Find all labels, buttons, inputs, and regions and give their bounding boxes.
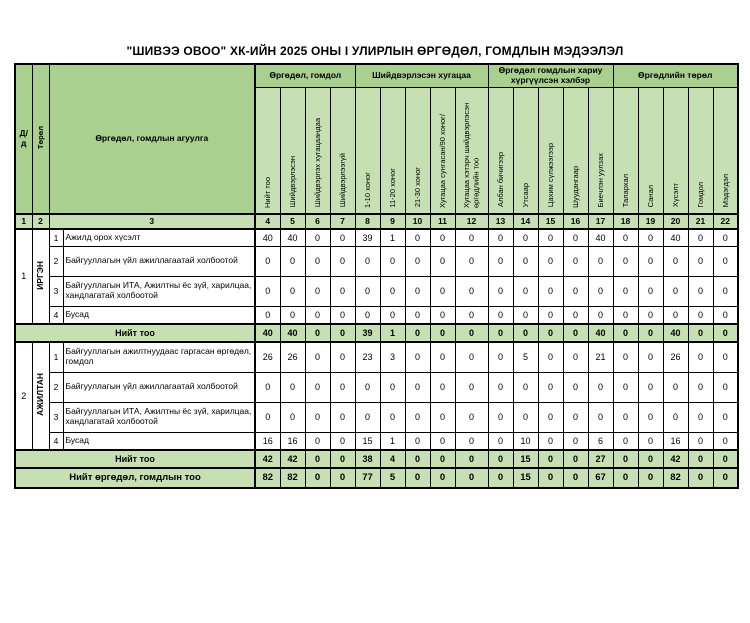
row-label: Байгууллагын үйл ажиллагаатай холбоотой — [63, 246, 255, 276]
value-cell: 0 — [563, 246, 588, 276]
value-cell: 0 — [588, 276, 613, 306]
col-header-medegdel: Мэдэгдэл — [713, 87, 738, 214]
total-cell: 42 — [280, 450, 305, 468]
group-header-orgodliin-torol: Өргөдлийн төрөл — [613, 64, 738, 87]
col-number: 20 — [663, 214, 688, 229]
total-cell: 0 — [713, 450, 738, 468]
value-cell: 0 — [563, 342, 588, 373]
col-header-1-10-honog: 1-10 хоног — [355, 87, 380, 214]
value-cell: 0 — [713, 372, 738, 402]
section-type: ИРГЭН — [32, 229, 49, 324]
value-cell: 0 — [330, 276, 355, 306]
col-number: 22 — [713, 214, 738, 229]
total-cell: 27 — [588, 450, 613, 468]
total-cell: 40 — [255, 324, 280, 342]
value-cell: 0 — [488, 276, 513, 306]
grand-total-cell: 82 — [255, 468, 280, 488]
column-number-row — [15, 214, 738, 229]
col-header-content: Өргөдөл, гомдлын агуулга — [49, 64, 255, 214]
value-cell: 0 — [280, 276, 305, 306]
col-number: 1 — [15, 214, 32, 229]
section-total-label: Нийт тоо — [15, 324, 255, 342]
value-cell: 0 — [688, 432, 713, 450]
grand-total-cell: 0 — [713, 468, 738, 488]
value-cell: 0 — [513, 372, 538, 402]
col-number: 10 — [405, 214, 430, 229]
col-number: 9 — [380, 214, 405, 229]
value-cell: 0 — [538, 372, 563, 402]
value-cell: 0 — [255, 372, 280, 402]
total-cell: 0 — [688, 450, 713, 468]
col-header-huselt: Хүсэлт — [663, 87, 688, 214]
value-cell: 0 — [663, 306, 688, 324]
value-cell: 0 — [713, 402, 738, 432]
value-cell: 0 — [613, 372, 638, 402]
value-cell: 0 — [638, 432, 663, 450]
value-cell: 10 — [513, 432, 538, 450]
col-header-gomdol: Гомдол — [688, 87, 713, 214]
value-cell: 0 — [455, 402, 488, 432]
report-title: "ШИВЭЭ ОВОО" ХК-ИЙН 2025 ОНЫ I УЛИРЛЫН ӨРГӨДӨЛ, ГОМДЛЫН МЭДЭЭЛЭЛ — [126, 44, 624, 58]
total-cell: 0 — [430, 324, 455, 342]
value-cell: 0 — [280, 402, 305, 432]
value-cell: 0 — [305, 432, 330, 450]
value-cell: 0 — [638, 276, 663, 306]
value-cell: 5 — [513, 342, 538, 373]
value-cell: 0 — [538, 402, 563, 432]
col-header-torol — [32, 64, 49, 214]
value-cell: 0 — [380, 372, 405, 402]
table-row — [15, 276, 738, 306]
value-cell: 0 — [613, 229, 638, 247]
value-cell: 0 — [405, 229, 430, 247]
section-total-row — [15, 450, 738, 468]
value-cell: 26 — [255, 342, 280, 373]
section-total-row — [15, 324, 738, 342]
value-cell: 0 — [380, 306, 405, 324]
total-cell: 0 — [305, 450, 330, 468]
value-cell: 0 — [688, 246, 713, 276]
row-number: 2 — [49, 246, 63, 276]
total-cell: 38 — [355, 450, 380, 468]
total-cell: 40 — [280, 324, 305, 342]
value-cell: 0 — [405, 246, 430, 276]
value-cell: 0 — [355, 402, 380, 432]
value-cell: 0 — [455, 342, 488, 373]
group-header-hariu-helber: Өргөдөл гомдлын хариу хүргүүлсэн хэлбэр — [488, 64, 613, 87]
value-cell: 0 — [638, 372, 663, 402]
value-cell: 0 — [430, 306, 455, 324]
col-number: 13 — [488, 214, 513, 229]
total-cell: 0 — [538, 450, 563, 468]
value-cell: 21 — [588, 342, 613, 373]
value-cell: 0 — [405, 402, 430, 432]
value-cell: 0 — [538, 342, 563, 373]
total-cell: 0 — [638, 324, 663, 342]
value-cell: 0 — [638, 342, 663, 373]
value-cell: 0 — [613, 306, 638, 324]
col-header-hugatsaa-heterch: Хугацаа хэтэрч шийдвэрлэсэн өргөдлийн тоо — [455, 87, 488, 214]
value-cell: 0 — [405, 306, 430, 324]
grand-total-cell: 77 — [355, 468, 380, 488]
value-cell: 0 — [430, 432, 455, 450]
value-cell: 0 — [455, 306, 488, 324]
value-cell: 40 — [280, 229, 305, 247]
table-row — [15, 306, 738, 324]
total-cell: 0 — [455, 324, 488, 342]
section-type: АЖИЛТАН — [32, 342, 49, 450]
total-cell: 0 — [563, 450, 588, 468]
value-cell: 0 — [663, 276, 688, 306]
value-cell: 0 — [688, 402, 713, 432]
value-cell: 0 — [405, 432, 430, 450]
value-cell: 0 — [513, 402, 538, 432]
value-cell: 1 — [380, 229, 405, 247]
col-header-shiidverleh-hugatsaandaa: Шийдвэрлэх хугацаандаа — [305, 87, 330, 214]
row-number: 3 — [49, 402, 63, 432]
value-cell: 0 — [563, 372, 588, 402]
table-row — [15, 229, 738, 247]
value-cell: 0 — [638, 402, 663, 432]
grand-total-cell: 0 — [638, 468, 663, 488]
value-cell: 0 — [488, 246, 513, 276]
total-cell: 0 — [405, 324, 430, 342]
total-cell: 0 — [488, 450, 513, 468]
col-header-alban-bichgeer: Албан бичигээр — [488, 87, 513, 214]
total-cell: 40 — [663, 324, 688, 342]
grand-total-cell: 82 — [663, 468, 688, 488]
value-cell: 0 — [305, 229, 330, 247]
table-row — [15, 402, 738, 432]
total-cell: 0 — [513, 324, 538, 342]
row-number: 4 — [49, 306, 63, 324]
group-header-orgodol-gomdol: Өргөдөл, гомдол — [255, 64, 355, 87]
report-table — [14, 63, 739, 489]
value-cell: 40 — [663, 229, 688, 247]
grand-total-cell: 0 — [563, 468, 588, 488]
col-number: 21 — [688, 214, 713, 229]
value-cell: 0 — [280, 306, 305, 324]
value-cell: 16 — [255, 432, 280, 450]
total-cell: 0 — [488, 324, 513, 342]
group-header-shiidverlesen-hugatsaa: Шийдвэрлэсэн хугацаа — [355, 64, 488, 87]
col-number: 4 — [255, 214, 280, 229]
value-cell: 0 — [663, 402, 688, 432]
value-cell: 26 — [663, 342, 688, 373]
value-cell: 0 — [713, 432, 738, 450]
col-header-shiidverlesen: Шийдвэрлэсэн — [280, 87, 305, 214]
col-header-dd: Д/д — [15, 64, 32, 214]
value-cell: 0 — [255, 276, 280, 306]
value-cell: 0 — [663, 372, 688, 402]
value-cell: 0 — [713, 229, 738, 247]
col-number: 19 — [638, 214, 663, 229]
col-number: 5 — [280, 214, 305, 229]
col-header-biechlen-uulzah: Биечлэн уулзах — [588, 87, 613, 214]
grand-total-cell: 0 — [430, 468, 455, 488]
grand-total-label: Нийт өргөдөл, гомдлын тоо — [15, 468, 255, 488]
total-cell: 0 — [405, 450, 430, 468]
total-cell: 0 — [613, 450, 638, 468]
section-number: 1 — [15, 229, 32, 324]
value-cell: 3 — [380, 342, 405, 373]
value-cell: 0 — [430, 342, 455, 373]
col-number: 6 — [305, 214, 330, 229]
value-cell: 0 — [305, 306, 330, 324]
value-cell: 0 — [280, 372, 305, 402]
value-cell: 0 — [613, 246, 638, 276]
value-cell: 0 — [330, 229, 355, 247]
value-cell: 0 — [613, 276, 638, 306]
report-page — [0, 44, 750, 623]
value-cell: 0 — [613, 342, 638, 373]
value-cell: 0 — [688, 229, 713, 247]
row-label: Байгууллагын үйл ажиллагаатай холбоотой — [63, 372, 255, 402]
total-cell: 39 — [355, 324, 380, 342]
value-cell: 0 — [430, 276, 455, 306]
value-cell: 0 — [455, 432, 488, 450]
value-cell: 0 — [538, 306, 563, 324]
total-cell: 42 — [663, 450, 688, 468]
grand-total-cell: 82 — [280, 468, 305, 488]
value-cell: 0 — [255, 306, 280, 324]
table-row — [15, 342, 738, 373]
value-cell: 0 — [330, 402, 355, 432]
value-cell: 0 — [380, 246, 405, 276]
row-number: 3 — [49, 276, 63, 306]
row-label: Байгууллагын ИТА, Ажилтны ёс зүй, харилцаа, хандлагатай холбоотой — [63, 402, 255, 432]
value-cell: 0 — [688, 276, 713, 306]
grand-total-cell: 0 — [455, 468, 488, 488]
grand-total-cell: 0 — [305, 468, 330, 488]
col-number: 16 — [563, 214, 588, 229]
value-cell: 23 — [355, 342, 380, 373]
col-header-sanal: Санал — [638, 87, 663, 214]
col-number: 12 — [455, 214, 488, 229]
value-cell: 0 — [613, 432, 638, 450]
col-header-tsahim-suljeegeer: Цахим сүлжээгээр — [538, 87, 563, 214]
col-number: 18 — [613, 214, 638, 229]
value-cell: 0 — [538, 246, 563, 276]
value-cell: 0 — [488, 402, 513, 432]
row-number: 4 — [49, 432, 63, 450]
col-number: 7 — [330, 214, 355, 229]
row-label: Байгууллагын ИТА, Ажилтны ёс зүй, харилцаа, хандлагатай холбоотой — [63, 276, 255, 306]
row-label: Бусад — [63, 432, 255, 450]
value-cell: 0 — [488, 306, 513, 324]
value-cell: 0 — [330, 246, 355, 276]
value-cell: 0 — [455, 276, 488, 306]
col-header-torol-text: Төрөл — [35, 125, 45, 149]
section-number: 2 — [15, 342, 32, 450]
value-cell: 15 — [355, 432, 380, 450]
value-cell: 0 — [563, 229, 588, 247]
value-cell: 0 — [330, 372, 355, 402]
value-cell: 0 — [663, 246, 688, 276]
col-number: 11 — [430, 214, 455, 229]
grand-total-cell: 5 — [380, 468, 405, 488]
value-cell: 0 — [305, 276, 330, 306]
value-cell: 0 — [305, 372, 330, 402]
total-cell: 42 — [255, 450, 280, 468]
grand-total-cell: 15 — [513, 468, 538, 488]
value-cell: 0 — [455, 246, 488, 276]
value-cell: 0 — [305, 246, 330, 276]
value-cell: 0 — [513, 246, 538, 276]
col-number: 8 — [355, 214, 380, 229]
value-cell: 0 — [638, 229, 663, 247]
total-cell: 15 — [513, 450, 538, 468]
value-cell: 0 — [563, 402, 588, 432]
value-cell: 0 — [688, 342, 713, 373]
row-number: 1 — [49, 342, 63, 373]
value-cell: 0 — [688, 306, 713, 324]
grand-total-cell: 0 — [538, 468, 563, 488]
col-number: 15 — [538, 214, 563, 229]
table-row — [15, 432, 738, 450]
total-cell: 4 — [380, 450, 405, 468]
total-cell: 0 — [563, 324, 588, 342]
value-cell: 0 — [255, 246, 280, 276]
value-cell: 0 — [488, 229, 513, 247]
value-cell: 0 — [305, 402, 330, 432]
table-row — [15, 372, 738, 402]
value-cell: 0 — [688, 372, 713, 402]
row-number: 1 — [49, 229, 63, 247]
row-label: Байгууллагын ажилтнуудаас гаргасан өргөдөл, гомдол — [63, 342, 255, 373]
value-cell: 0 — [513, 276, 538, 306]
col-header-utsaar: Утсаар — [513, 87, 538, 214]
value-cell: 0 — [588, 402, 613, 432]
value-cell: 0 — [713, 306, 738, 324]
col-header-shuudangaar: Шуудангаар — [563, 87, 588, 214]
value-cell: 0 — [430, 372, 455, 402]
total-cell: 1 — [380, 324, 405, 342]
total-cell: 0 — [538, 324, 563, 342]
value-cell: 0 — [638, 306, 663, 324]
total-cell: 0 — [713, 324, 738, 342]
grand-total-cell: 0 — [488, 468, 513, 488]
value-cell: 0 — [488, 372, 513, 402]
value-cell: 0 — [488, 432, 513, 450]
value-cell: 0 — [488, 342, 513, 373]
value-cell: 0 — [588, 246, 613, 276]
col-number: 2 — [32, 214, 49, 229]
total-cell: 0 — [613, 324, 638, 342]
value-cell: 0 — [538, 276, 563, 306]
col-number: 14 — [513, 214, 538, 229]
value-cell: 0 — [513, 306, 538, 324]
value-cell: 0 — [538, 432, 563, 450]
value-cell: 0 — [713, 342, 738, 373]
grand-total-row — [15, 468, 738, 488]
value-cell: 0 — [563, 432, 588, 450]
total-cell: 0 — [305, 324, 330, 342]
value-cell: 26 — [280, 342, 305, 373]
total-cell: 0 — [430, 450, 455, 468]
value-cell: 1 — [380, 432, 405, 450]
total-cell: 0 — [330, 324, 355, 342]
total-cell: 40 — [588, 324, 613, 342]
value-cell: 0 — [255, 402, 280, 432]
value-cell: 0 — [455, 372, 488, 402]
value-cell: 0 — [713, 276, 738, 306]
row-number: 2 — [49, 372, 63, 402]
value-cell: 39 — [355, 229, 380, 247]
col-number: 17 — [588, 214, 613, 229]
value-cell: 0 — [588, 372, 613, 402]
value-cell: 0 — [330, 306, 355, 324]
table-row — [15, 246, 738, 276]
value-cell: 0 — [355, 306, 380, 324]
total-cell: 0 — [330, 450, 355, 468]
value-cell: 0 — [455, 229, 488, 247]
value-cell: 0 — [613, 402, 638, 432]
value-cell: 0 — [638, 246, 663, 276]
value-cell: 0 — [305, 342, 330, 373]
col-header-11-20-honog: 11-20 хоног — [380, 87, 405, 214]
value-cell: 0 — [330, 342, 355, 373]
col-number: 3 — [49, 214, 255, 229]
value-cell: 40 — [255, 229, 280, 247]
value-cell: 0 — [430, 229, 455, 247]
total-cell: 0 — [688, 324, 713, 342]
header-group-row — [15, 64, 738, 87]
value-cell: 0 — [430, 402, 455, 432]
col-header-niit-too: Нийт тоо — [255, 87, 280, 214]
grand-total-cell: 0 — [688, 468, 713, 488]
col-header-talarhal: Талархал — [613, 87, 638, 214]
value-cell: 40 — [588, 229, 613, 247]
value-cell: 0 — [280, 246, 305, 276]
value-cell: 0 — [330, 432, 355, 450]
value-cell: 0 — [538, 229, 563, 247]
col-header-shiidverleegui: Шийдвэрлээгүй — [330, 87, 355, 214]
value-cell: 0 — [355, 246, 380, 276]
value-cell: 16 — [280, 432, 305, 450]
value-cell: 0 — [563, 306, 588, 324]
section-total-label: Нийт тоо — [15, 450, 255, 468]
col-header-hugatsaa-sungasan: Хугацаа сунгасан/90 хоног/ — [430, 87, 455, 214]
value-cell: 0 — [380, 402, 405, 432]
grand-total-cell: 0 — [613, 468, 638, 488]
value-cell: 0 — [405, 372, 430, 402]
value-cell: 0 — [405, 276, 430, 306]
value-cell: 0 — [430, 246, 455, 276]
grand-total-cell: 0 — [330, 468, 355, 488]
value-cell: 0 — [355, 372, 380, 402]
value-cell: 0 — [355, 276, 380, 306]
total-cell: 0 — [638, 450, 663, 468]
total-cell: 0 — [455, 450, 488, 468]
value-cell: 0 — [380, 276, 405, 306]
value-cell: 0 — [563, 276, 588, 306]
grand-total-cell: 67 — [588, 468, 613, 488]
value-cell: 0 — [713, 246, 738, 276]
row-label: Бусад — [63, 306, 255, 324]
grand-total-cell: 0 — [405, 468, 430, 488]
col-header-21-30-honog: 21-30 хоног — [405, 87, 430, 214]
value-cell: 0 — [588, 306, 613, 324]
value-cell: 6 — [588, 432, 613, 450]
value-cell: 0 — [405, 342, 430, 373]
value-cell: 0 — [513, 229, 538, 247]
row-label: Ажилд орох хүсэлт — [63, 229, 255, 247]
value-cell: 16 — [663, 432, 688, 450]
